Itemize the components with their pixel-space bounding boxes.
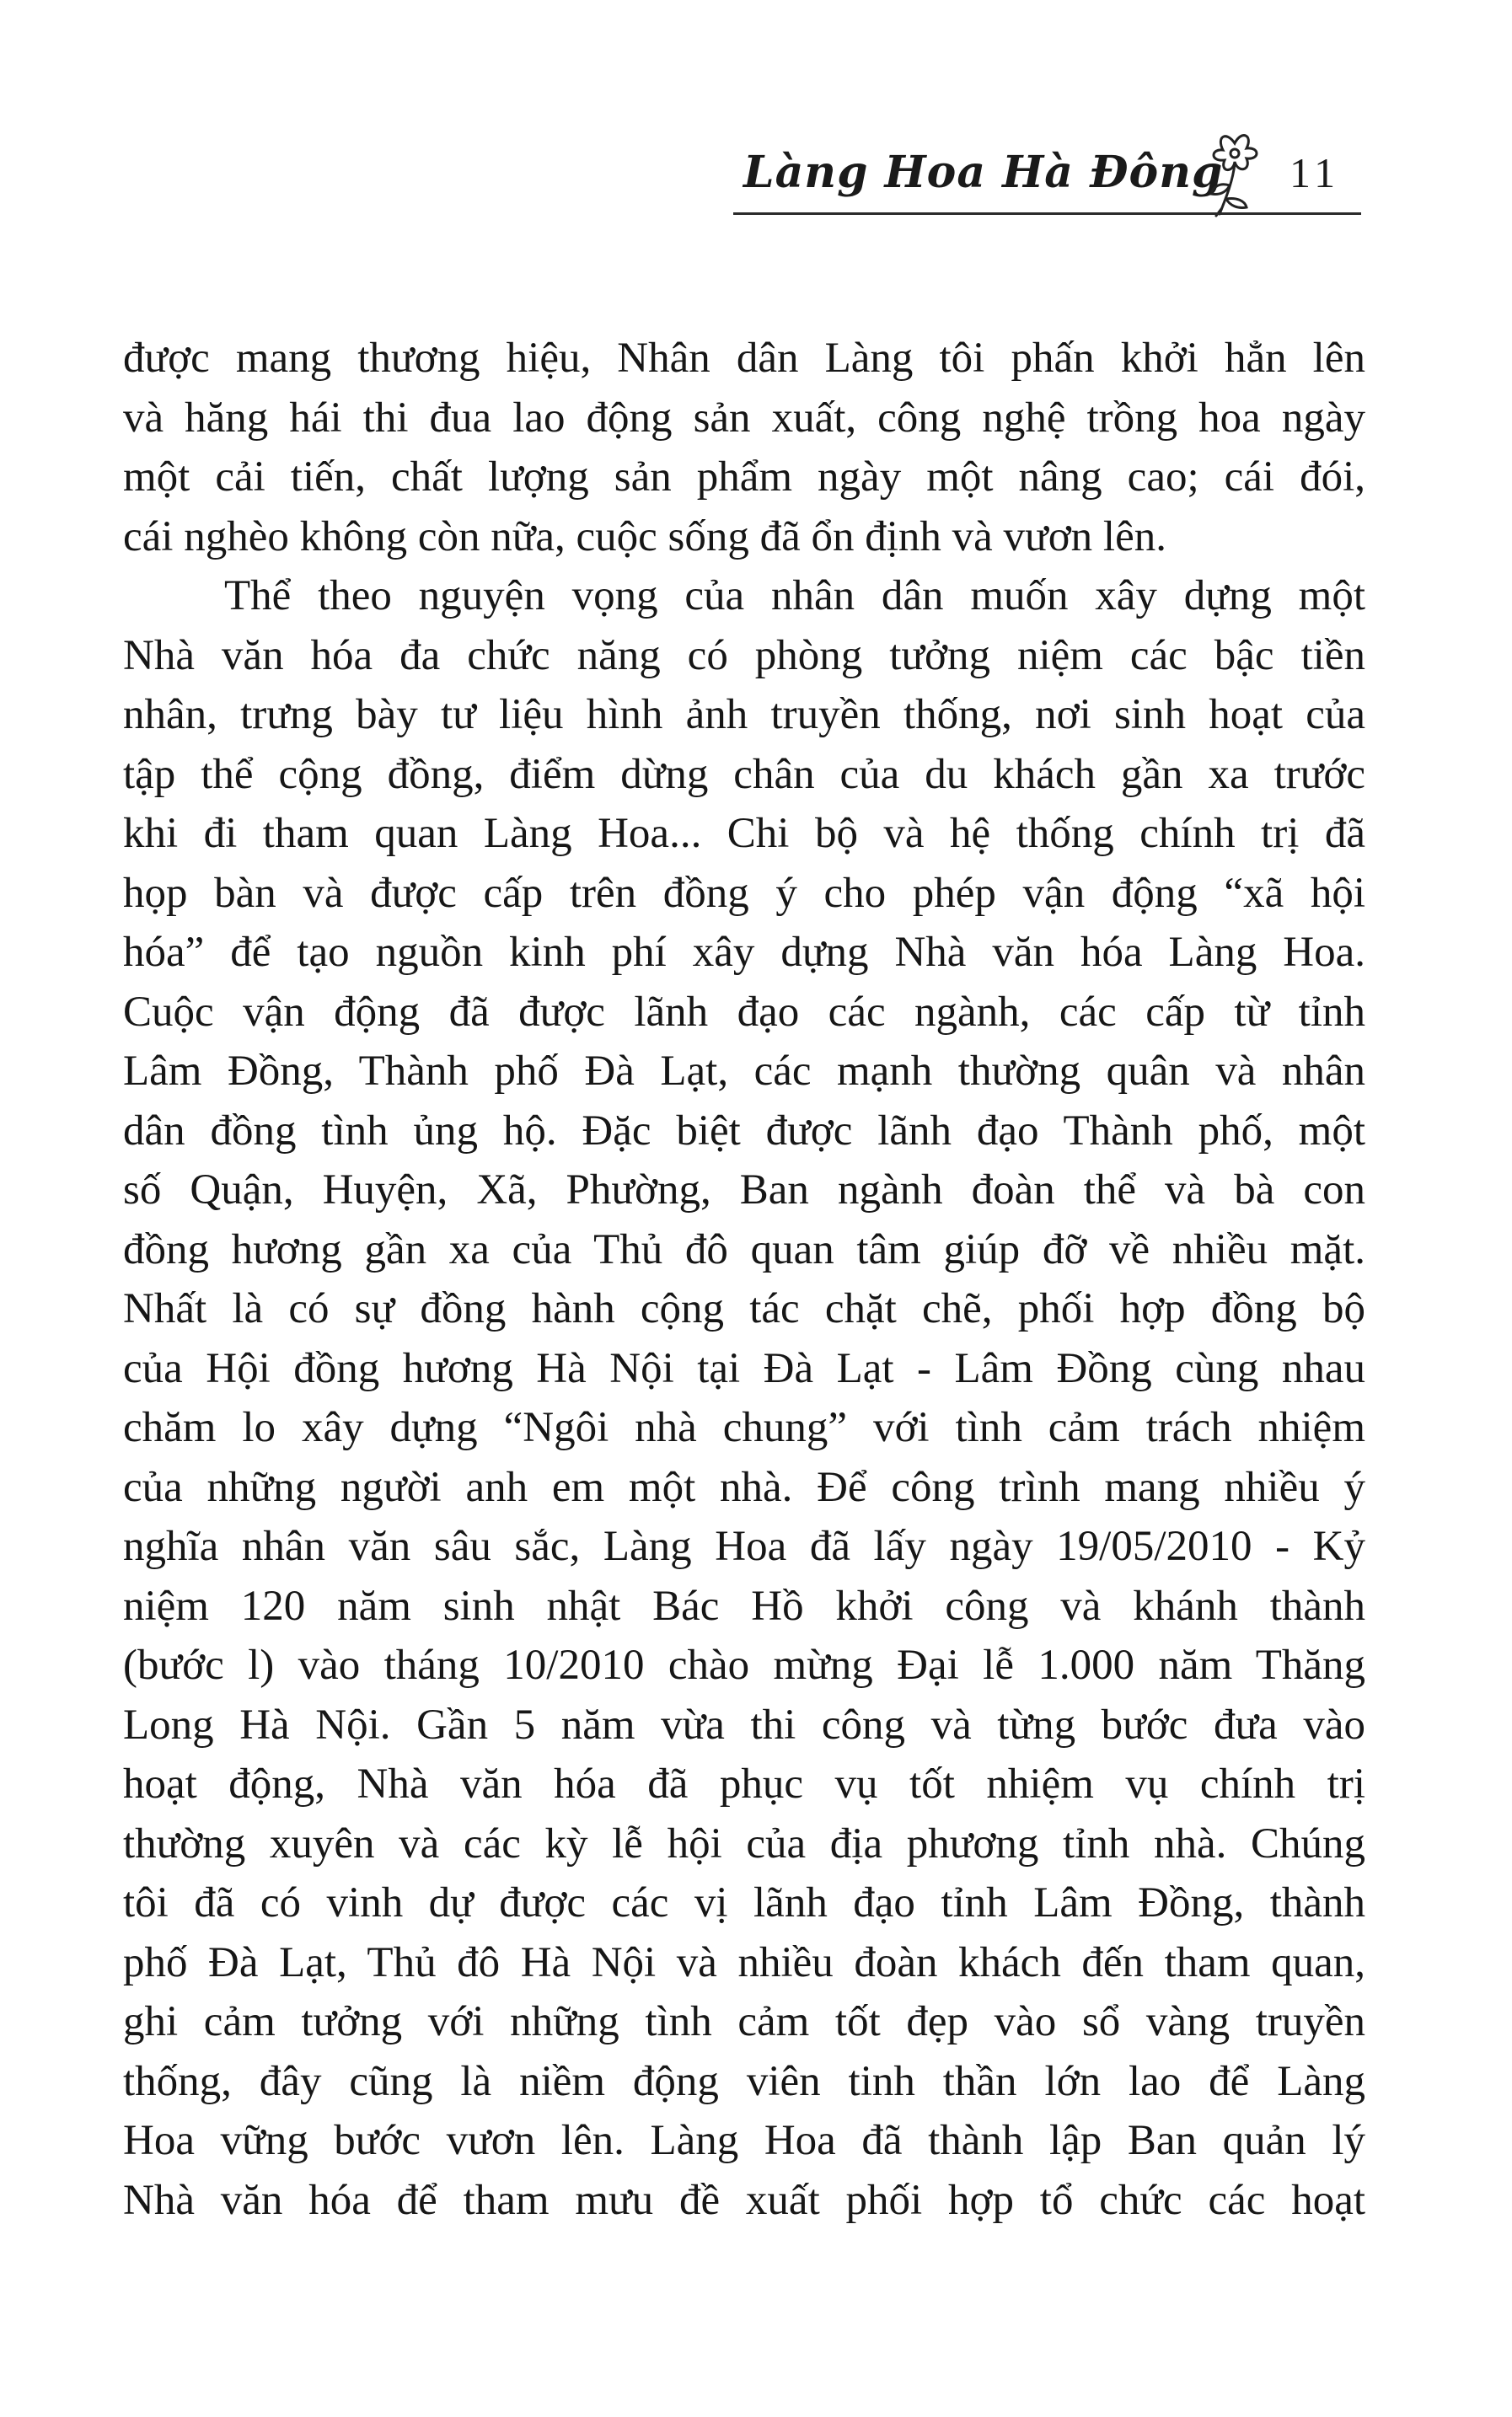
text-line: Long Hà Nội. Gần 5 năm vừa thi công và từng bước đưa vào xyxy=(123,1701,1365,1749)
text-line: tôi đã có vinh dự được các vị lãnh đạo tỉnh Lâm Đồng, thành xyxy=(123,1879,1365,1927)
text-line: Thể theo nguyện vọng của nhân dân muốn xây dựng một xyxy=(224,572,1365,619)
text-line: dân đồng tình ủng hộ. Đặc biệt được lãnh đạo Thành phố, một xyxy=(123,1107,1365,1155)
flower-icon xyxy=(1201,126,1268,219)
text-line: tập thể cộng đồng, điểm dừng chân của du khách gần xa trước xyxy=(123,750,1365,798)
text-line: được mang thương hiệu, Nhân dân Làng tôi phấn khởi hẳn lên xyxy=(123,335,1365,382)
text-line: đồng hương gần xa của Thủ đô quan tâm giúp đỡ về nhiều mặt. xyxy=(123,1225,1365,1273)
text-line: ghi cảm tưởng với những tình cảm tốt đẹp vào sổ vàng truyền xyxy=(123,1998,1365,2045)
text-line: Nhất là có sự đồng hành cộng tác chặt chẽ, phối hợp đồng bộ xyxy=(123,1285,1365,1332)
book-title: Làng Hoa Hà Đông xyxy=(743,147,1224,198)
text-line: một cải tiến, chất lượng sản phẩm ngày một nâng cao; cái đói, xyxy=(123,453,1365,501)
text-line: Lâm Đồng, Thành phố Đà Lạt, các mạnh thường quân và nhân xyxy=(123,1048,1365,1095)
body-text xyxy=(123,329,1365,2230)
text-line: (bước l) vào tháng 10/2010 chào mừng Đại lễ 1.000 năm Thăng xyxy=(123,1642,1365,1689)
text-line: Hoa vững bước vươn lên. Làng Hoa đã thành lập Ban quản lý xyxy=(123,2117,1365,2164)
text-line: nghĩa nhân văn sâu sắc, Làng Hoa đã lấy ngày 19/05/2010 - Kỷ xyxy=(123,1523,1365,1570)
text-line: Nhà văn hóa đa chức năng có phòng tưởng niệm các bậc tiền xyxy=(123,631,1365,679)
text-line: Cuộc vận động đã được lãnh đạo các ngành, các cấp từ tỉnh xyxy=(123,988,1365,1036)
text-line: nhân, trưng bày tư liệu hình ảnh truyền thống, nơi sinh hoạt của xyxy=(123,691,1365,738)
text-line: niệm 120 năm sinh nhật Bác Hồ khởi công và khánh thành xyxy=(123,1582,1365,1630)
text-line: phố Đà Lạt, Thủ đô Hà Nội và nhiều đoàn khách đến tham quan, xyxy=(123,1938,1365,1986)
text-line: khi đi tham quan Làng Hoa... Chi bộ và hệ thống chính trị đã xyxy=(123,810,1365,857)
text-line: của Hội đồng hương Hà Nội tại Đà Lạt - Lâm Đồng cùng nhau xyxy=(123,1344,1365,1392)
page-number: 11 xyxy=(1289,149,1341,196)
text-line: cái nghèo không còn nữa, cuộc sống đã ổn định và vươn lên. xyxy=(123,512,1166,560)
text-line: số Quận, Huyện, Xã, Phường, Ban ngành đoàn thể và bà con xyxy=(123,1166,1365,1214)
text-line: chăm lo xây dựng “Ngôi nhà chung” với tình cảm trách nhiệm xyxy=(123,1404,1365,1451)
text-line: thường xuyên và các kỳ lễ hội của địa phương tỉnh nhà. Chúng xyxy=(123,1819,1365,1868)
text-line: họp bàn và được cấp trên đồng ý cho phép vận động “xã hội xyxy=(123,869,1365,917)
text-line: của những người anh em một nhà. Để công trình mang nhiều ý xyxy=(123,1463,1365,1511)
header-divider xyxy=(733,212,1361,215)
text-line: và hăng hái thi đua lao động sản xuất, công nghệ trồng hoa ngày xyxy=(123,394,1365,442)
text-line: thống, đây cũng là niềm động viên tinh thần lớn lao để Làng xyxy=(123,2057,1365,2105)
text-line: hóa” để tạo nguồn kinh phí xây dựng Nhà văn hóa Làng Hoa. xyxy=(123,929,1365,976)
text-line: hoạt động, Nhà văn hóa đã phục vụ tốt nhiệm vụ chính trị xyxy=(123,1760,1365,1808)
text-line: Nhà văn hóa để tham mưu đề xuất phối hợp tổ chức các hoạt xyxy=(123,2176,1365,2224)
running-header xyxy=(733,126,1361,219)
